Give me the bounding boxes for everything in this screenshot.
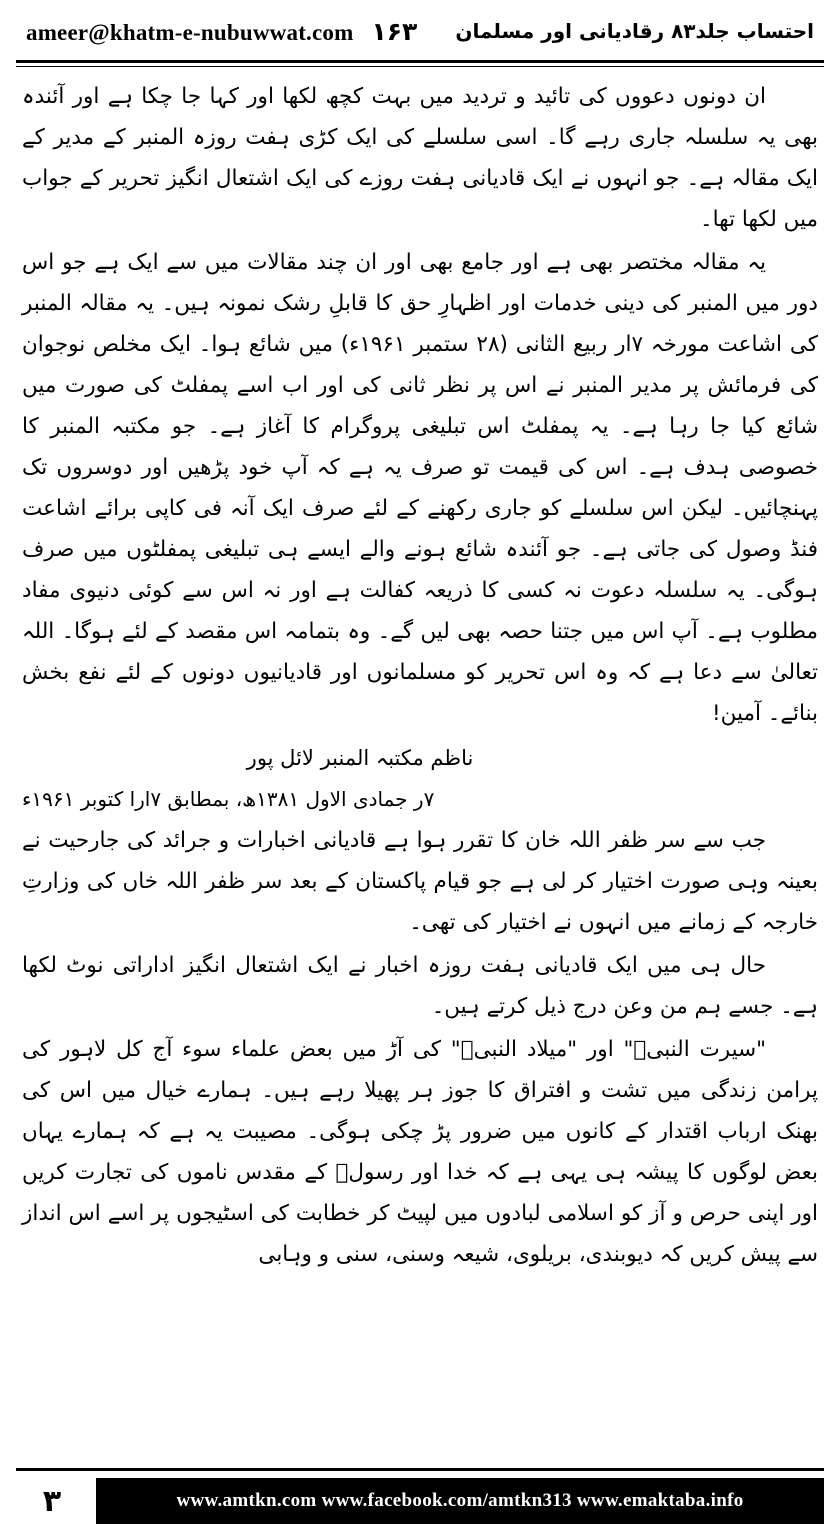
date-line: ۷ر جمادی الاول ۱۳۸۱ھ، بمطابق ۷ارا کتوبر ۱۹۶۱ء: [22, 787, 435, 811]
page-header: [0, 0, 840, 62]
header-email: ameer@khatm-e-nubuwwat.com: [26, 19, 354, 45]
signature-line: ناظم مکتبہ المنبر لائل پور: [246, 746, 474, 770]
paragraph: "سیرت النبیؐ" اور "میلاد النبیؐ" کی آڑ میں بعض علماء سوء آج کل لاہور کی پرامن زندگی میں تشت و افتراق کا جوز ہر پھیلا رہے ہیں۔ ہمارے خیال میں اس کی بھنک ارباب اقتدار کے کانوں میں ضرور پڑ چکی ہوگی۔ مصیبت یہ ہے کہ ہمارے یہاں بعض لوگوں کا پیشہ ہی یہی ہے کہ خدا اور رسولؐ کے مقدس ناموں کی تجارت کریں اور اپنی حرص و آز کو اسلامی لبادوں میں لپیٹ کر خطابت کی اسٹیجوں پر اسے اس انداز سے پیش کریں کہ دیوبندی، بریلوی، شیعہ وسنی، سنی و وہابی: [22, 1037, 818, 1267]
header-left-group: [26, 17, 417, 46]
header-page-number: ۱۶۳: [371, 16, 418, 46]
footer-divider: [16, 1468, 824, 1471]
footer-links-bar: [96, 1478, 824, 1524]
paragraph: جب سے سر ظفر اللہ خان کا تقرر ہوا ہے قادیانی اخبارات و جرائد کی جارحیت نے بعینہ وہی صورت اختیار کر لی ہے جو قیام پاکستان کے بعد سر ظفر اللہ خاں کی وزارتِ خارجہ کے زمانے میں انہوں نے اختیار کی تھی۔: [22, 828, 818, 935]
header-divider: [16, 60, 824, 63]
paragraph: ان دونوں دعووں کی تائید و تردید میں بہت کچھ لکھا اور کہا جا چکا ہے اور آئندہ بھی یہ سلسلہ جاری رہے گا۔ اسی سلسلے کی ایک کڑی ہفت روزہ المنبر کے مدیر کے ایک مقالہ ہے۔ جو انہوں نے ایک قادیانی ہفت روزے کی ایک اشتعال انگیز تحریر کے جواب میں لکھا تھا۔: [22, 84, 818, 232]
paragraph: حال ہی میں ایک قادیانی ہفت روزہ اخبار نے ایک اشتعال انگیز اداراتی نوٹ لکھا ہے۔ جسے ہم من وعن درج ذیل کرتے ہیں۔: [22, 953, 818, 1019]
header-book-title: احتساب جلد۳۸ رقادیانی اور مسلمان: [455, 19, 814, 43]
paragraph: یہ مقالہ مختصر بھی ہے اور جامع بھی اور ان چند مقالات میں سے ایک ہے جو اس دور میں المنبر کی دینی خدمات اور اظہارِ حق کا قابلِ رشک نمونہ ہیں۔ یہ مقالہ المنبر کی اشاعت مورخہ ۷ار ربیع الثانی (۲۸ ستمبر ۱۹۶۱ء) میں شائع ہوا۔ ایک مخلص نوجوان کی فرمائش پر مدیر المنبر نے اس پر نظر ثانی کی اور اب اسے پمفلٹ کی صورت میں شائع کیا جا رہا ہے۔ یہ پمفلٹ اس تبلیغی پروگرام کا آغاز ہے۔ جو مکتبہ المنبر کا خصوصی ہدف ہے۔ اس کی قیمت تو صرف یہ ہے کہ آپ خود پڑھیں اور دوسروں تک پہنچائیں۔ لیکن اس سلسلے کو جاری رکھنے کے لئے صرف ایک آنہ فی کاپی برائے اشاعت فنڈ وصول کی جاتی ہے۔ جو آئندہ شائع ہونے والے ایسے ہی تبلیغی پمفلٹوں میں صرف ہوگی۔ یہ سلسلہ دعوت نہ کسی کا ذریعہ کفالت ہے اور نہ اس سے کوئی دنیوی مفاد مطلوب ہے۔ آپ اس میں جتنا حصہ بھی لیں گے۔ وہ بتمامہ اس مقصد کے لئے ہوگا۔ اللہ تعالیٰ سے دعا ہے کہ وہ اس تحریر کو مسلمانوں اور قادیانیوں دونوں کے لئے نفع بخش بنائے۔ آمین!: [22, 250, 818, 726]
footer-page-number: ۳: [42, 1483, 62, 1519]
footer-links[interactable]: www.amtkn.com www.facebook.com/amtkn313 www.emaktaba.info: [176, 1490, 744, 1511]
page-footer: [0, 1462, 840, 1540]
header-divider-thin: [16, 66, 824, 67]
page-body: [22, 76, 818, 1446]
